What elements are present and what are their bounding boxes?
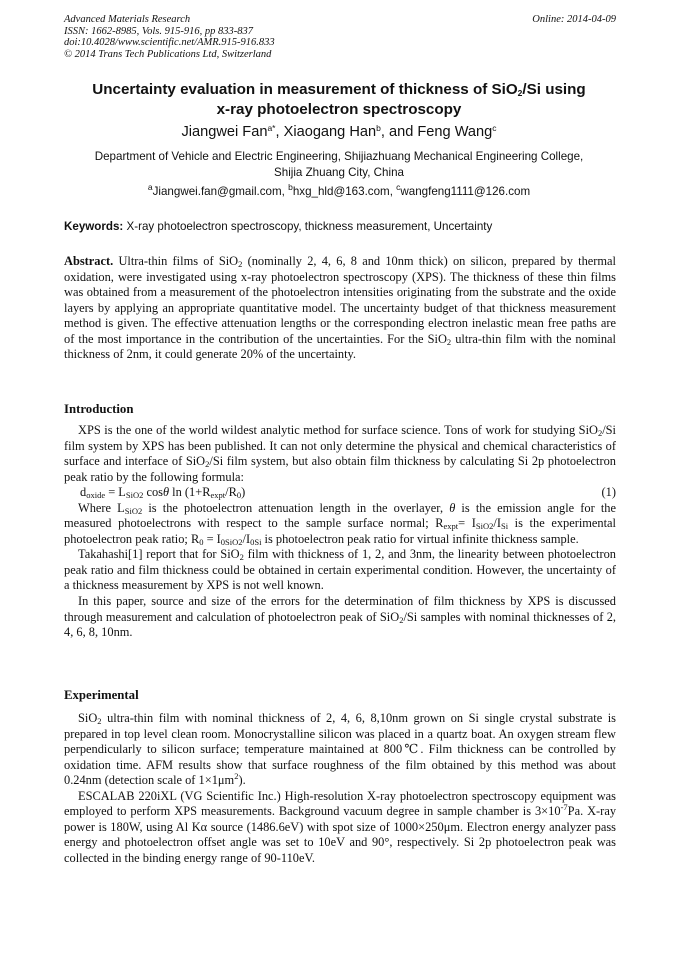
intro-paragraph-4: In this paper, source and size of the errors for the determination of film thickness by XPS is discussed through measurement and calculation of photoelectron peak of SiO$_2$/Si samples with nominal thicknesses of 2, 4, 6, 8, 10nm. [64,594,616,640]
experimental-heading: Experimental [64,688,139,702]
email-link-c[interactable]: wangfeng1111@126.com [400,185,531,198]
experimental-section [64,711,616,866]
email-link-a[interactable]: Jiangwei.fan@gmail.com, [152,185,289,198]
abstract-label: Abstract. [64,254,114,268]
journal-name: Advanced Materials Research [64,14,191,25]
author-list: Jiangwei Fan$^{a*}$, Xiaogang Han$^b$, and Feng Wang$^c$ [181,123,497,140]
journal-doi: doi:10.4028/www.scientific.net/AMR.915-916.833 [64,37,275,49]
intro-paragraph-1: XPS is the one of the world wildest analytic method for surface science. Tons of work for studying SiO$_2$/Si film system by XPS has been published. It can not only determine the physical and chemical characteristics of surface and interface of SiO$_2$/Si film system, but also obtain film thickness by calculating Si 2p photoelectron peak ratio by the following formula: [64,423,617,484]
keywords-label: Keywords: [64,220,124,233]
journal-header [64,14,616,60]
intro-paragraph-2: Where $L_{SiO2}$ is the photoelectron attenuation length in the overlayer, θ is the emission angle for the measured photoelectrons with respect to the sample surface normal; $R_{expt}= I_{SiO2}/I_{Si}$ is the experimental photoelectron peak ratio; $R_0 = I_{0SiO2}/I_{0Si}$ is photoelectron peak ratio for virtual infinite thickness sample. [64,500,616,547]
equation-1: $d_{oxide} = L_{SiO2}$ cosθ $\ln (1+R_{expt}/R_0)$ (1) [80,485,616,501]
journal-issn: ISSN: 1662-8985, Vols. 915-916, pp 833-837 [64,25,253,37]
keywords: Keywords: X-ray photoelectron spectroscopy, thickness measurement, Uncertainty [64,220,493,233]
intro-paragraph-3: Takahashi[1] report that for SiO$_2$ film with thickness of 1, 2, and 3nm, the linearity between photoelectron peak ratio and film thickness could be obtained in certain experimental condition. However, the uncertainty of a thickness measurement by XPS is not well known. [64,547,616,593]
exp-paragraph-1: SiO$_2$ ultra-thin film with nominal thickness of 2, 4, 6, 8,10nm grown on Si single crystal substrate is prepared in top level clean room. Monocrystalline silicon was placed in a quartz boat. An oxygen stream flew perpendicularly to silicon surface; temperature maintained at 800℃. Film thickness can be controlled by oxidation time. AFM results show that surface roughness of the film obtained by this method was about 0.24nm (detection scale of $1\times 1\mu m^2$). [64,711,616,788]
author-emails: $^a$Jiangwei.fan@gmail.com, $^b$hxg_hld@163.com, $^c$wangfeng1111@126.com [147,182,531,198]
online-date: Online: 2014-04-09 [532,14,616,25]
equation-number: (1) [601,485,616,500]
introduction-section [64,423,616,641]
exp-paragraph-2: ESCALAB 220iXL (VG Scientific Inc.) High-resolution X-ray photoelectron spectroscopy equipment was employed to perform XPS measurements. Background vacuum degree in sample chamber is $3\times 10^{-7}Pa$. X-ray power is 180W, using Al Kα source (1486.6eV) with spot size of 1000×250μm. Electron energy analyzer pass energy and photoelectron offset angle was set to 10eV and 90°, respectively. Si 2p photoelectron peak was collected in the binding energy range of 90-110eV. [64,788,617,865]
journal-copyright: © 2014 Trans Tech Publications Ltd, Switzerland [64,48,272,60]
paper-title: Uncertainty evaluation in measurement of thickness of SiO$_2$/Si using x-ray photoelectron spectroscopy [92,81,586,118]
email-link-b[interactable]: hxg_hld@163.com, [292,185,397,198]
introduction-heading: Introduction [64,402,134,416]
abstract-paragraph: Abstract. Ultra-thin films of SiO$_2$ (nominally 2, 4, 6, 8 and 10nm thick) on silicon, prepared by thermal oxidation, were investigated using x-ray photoelectron spectroscopy (XPS). The thickness of these thin films was obtained from a measurement of the photoelectron intensities originating from the substrate and the oxide layers by applying an appropriate quantitative model. The uncertainty budget of that thickness measurement method is given. The effective attenuation lengths or the corresponding electron inelastic mean free paths are of the most importance in the contribution of the uncertainties. For the SiO$_2$ ultra-thin film with the nominal thickness of 2nm, it could generate 20% of the uncertainty. [64,254,616,362]
affiliation: Department of Vehicle and Electric Engineering, Shijiazhuang Mechanical Engineering College, Shijia Zhuang City, China [94,150,584,179]
abstract [64,254,616,363]
